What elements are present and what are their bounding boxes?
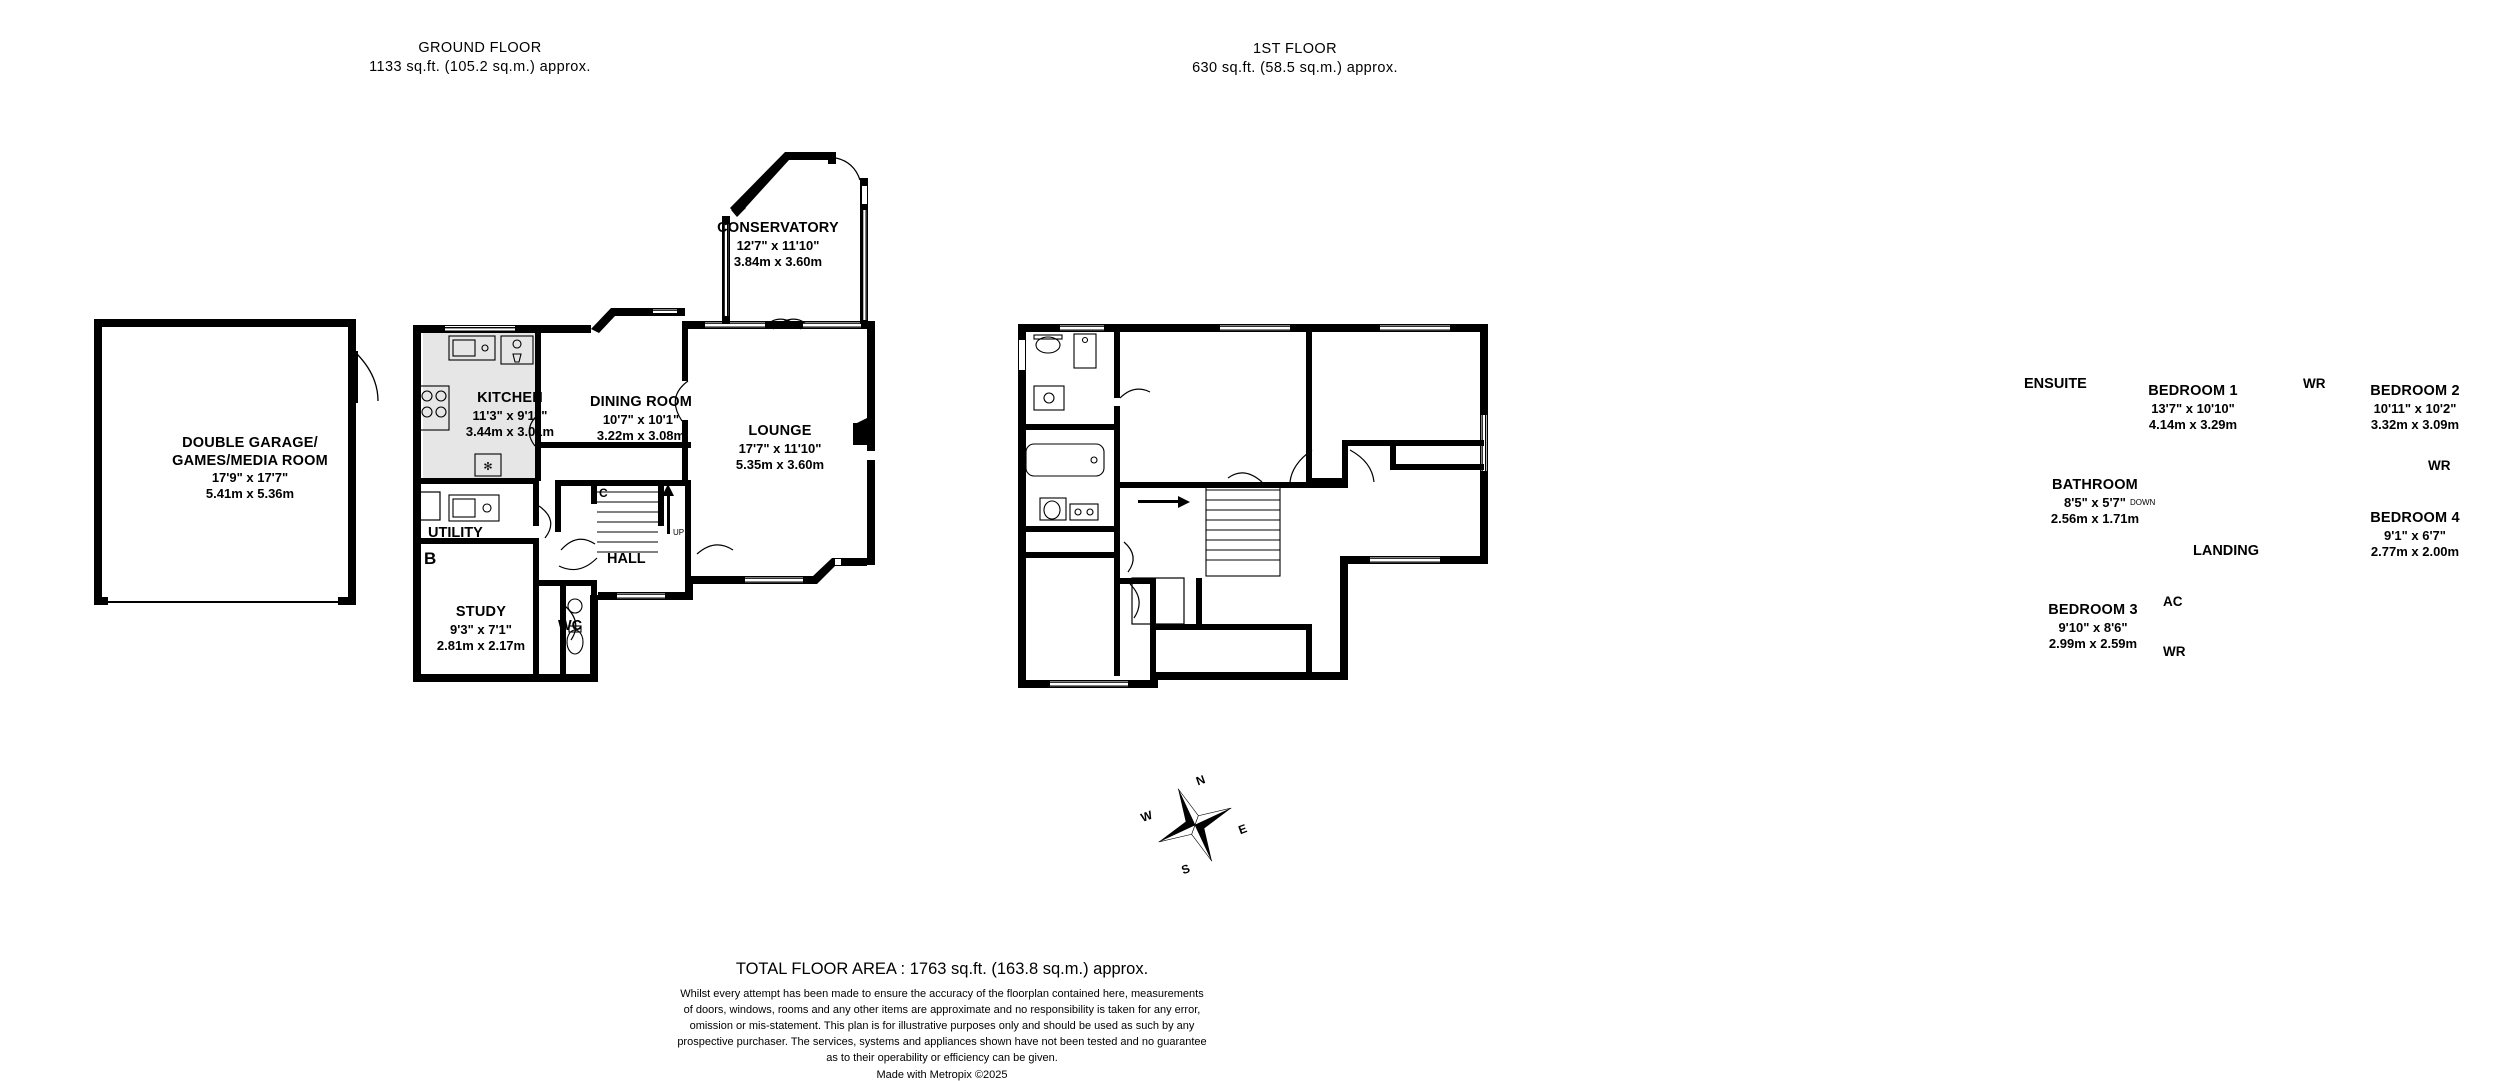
label-wardrobe-2: WR [2428, 458, 2451, 473]
svg-text:✻: ✻ [483, 461, 493, 473]
label-up: UP [673, 528, 685, 537]
compass-rose [1140, 770, 1250, 880]
compass-east: E [1236, 821, 1249, 838]
label-utility: UTILITY [428, 525, 483, 541]
room-bathroom: BATHROOM 8'5" x 5'7" 2.56m x 1.71m [2050, 477, 2140, 526]
label-wc: WC [558, 618, 583, 634]
label-landing: LANDING [2193, 543, 2260, 559]
disclaimer-line-2: of doors, windows, rooms and any other items are approximate and no responsibility is taken for any error, [683, 1003, 1201, 1016]
disclaimer-line-4: prospective purchaser. The services, systems and appliances shown have not been tested and no guarantee [677, 1035, 1207, 1048]
label-cupboard: C [599, 486, 608, 500]
room-bedroom-2: BEDROOM 2 10'11" x 10'2" 3.32m x 3.09m [2370, 383, 2460, 432]
disclaimer-line-5: as to their operability or efficiency can be given. [826, 1051, 1058, 1064]
label-hall: HALL [607, 551, 646, 567]
room-dining: DINING ROOM 10'7" x 10'1" 3.22m x 3.08m [589, 394, 693, 443]
room-bedroom-1: BEDROOM 1 13'7" x 10'10" 4.14m x 3.29m [2148, 383, 2238, 432]
label-ensuite: ENSUITE [2024, 376, 2087, 392]
room-bedroom-4: BEDROOM 4 9'1" x 6'7" 2.77m x 2.00m [2370, 510, 2460, 559]
total-floor-area: TOTAL FLOOR AREA : 1763 sq.ft. (163.8 sq.m.) approx. [735, 960, 1149, 978]
label-ac: AC [2163, 594, 2183, 609]
first-floor-area: 630 sq.ft. (58.5 sq.m.) approx. [1192, 60, 1398, 76]
ground-floor-plan [0, 0, 1070, 840]
made-with-credit: Made with Metropix ©2025 [876, 1068, 1008, 1081]
label-wardrobe-1: WR [2303, 376, 2326, 391]
disclaimer-line-1: Whilst every attempt has been made to ensure the accuracy of the floorplan contained here, measurements [680, 988, 1204, 1000]
disclaimer [0, 987, 1884, 1067]
room-lounge: LOUNGE 17'7" x 11'10" 5.35m x 3.60m [735, 423, 825, 472]
room-conservatory: CONSERVATORY 12'7" x 11'10" 3.84m x 3.60m [717, 220, 839, 269]
label-boiler: B [424, 549, 437, 568]
compass-south: S [1179, 861, 1192, 878]
first-floor-plan [1000, 0, 2460, 740]
room-double-garage: DOUBLE GARAGE/ GAMES/MEDIA ROOM 17'9" x 17'7" 5.41m x 5.36m [172, 435, 328, 502]
room-kitchen: KITCHEN 11'3" x 9'11" 3.44m x 3.01m [465, 390, 555, 439]
compass-west: W [1138, 807, 1155, 825]
label-down: DOWN [2130, 498, 2156, 507]
ground-floor-area: 1133 sq.ft. (105.2 sq.m.) approx. [369, 59, 591, 75]
room-bedroom-3: BEDROOM 3 9'10" x 8'6" 2.99m x 2.59m [2048, 602, 2138, 651]
compass-north: N [1194, 772, 1208, 789]
first-floor-title: 1ST FLOOR [1253, 41, 1337, 57]
first-floor-outline [1010, 320, 1530, 740]
disclaimer-line-3: omission or mis-statement. This plan is for illustrative purposes only and should be used as such by any [689, 1019, 1195, 1032]
ground-floor-title: GROUND FLOOR [418, 40, 542, 56]
label-wardrobe-3: WR [2163, 644, 2186, 659]
footer [0, 960, 1884, 1081]
room-study: STUDY 9'3" x 7'1" 2.81m x 2.17m [436, 604, 526, 653]
